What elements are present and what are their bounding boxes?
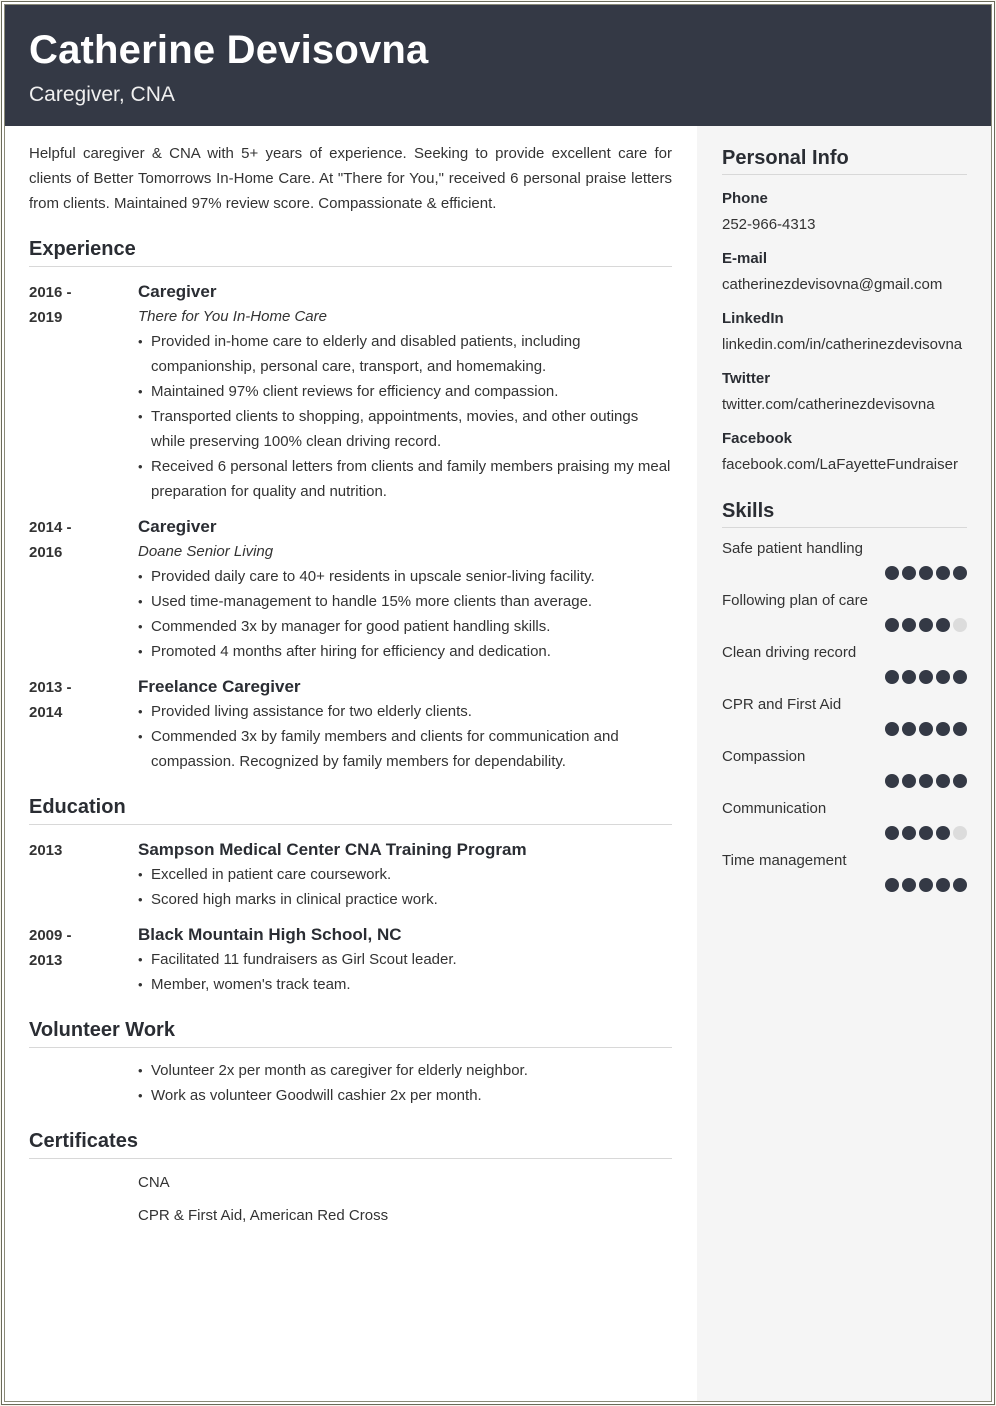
bullet-item: • Used time-management to handle 15% more clients than average. xyxy=(138,589,672,614)
certificate-item: CPR & First Aid, American Red Cross xyxy=(138,1207,389,1224)
resume-page xyxy=(4,4,992,1402)
rating-dot-filled-icon xyxy=(953,566,967,580)
rating-dot-filled-icon xyxy=(919,670,933,684)
linkedin-link[interactable]: linkedin.com/in/catherinezdevisovna xyxy=(722,336,963,353)
bullet-item: • Transported clients to shopping, appointments, movies, and other outings while preserving 100% clean driving record. xyxy=(138,404,672,454)
bullet-list xyxy=(138,329,672,504)
school-name: Sampson Medical Center CNA Training Program xyxy=(138,840,527,859)
skill-rating xyxy=(722,618,967,632)
rating-dot-filled-icon xyxy=(953,774,967,788)
skill-rating xyxy=(722,826,967,840)
candidate-title: Caregiver, CNA xyxy=(29,83,175,106)
skill-rating xyxy=(722,670,967,684)
skills-section xyxy=(722,499,967,892)
rating-dot-filled-icon xyxy=(936,878,950,892)
entry-date xyxy=(29,279,138,504)
rating-dot-filled-icon xyxy=(953,722,967,736)
employer: There for You In-Home Care xyxy=(138,308,327,325)
rating-dot-filled-icon xyxy=(953,670,967,684)
rating-dot-filled-icon xyxy=(902,722,916,736)
facebook-link[interactable]: facebook.com/LaFayetteFundraiser xyxy=(722,456,958,473)
bullet-item: • Provided in-home care to elderly and disabled patients, including companionship, personal care, transport, and homemaking. xyxy=(138,329,672,379)
skill-label: Time management xyxy=(722,852,847,869)
rating-dot-filled-icon xyxy=(953,878,967,892)
rating-dot-filled-icon xyxy=(902,670,916,684)
resume-header xyxy=(5,5,991,126)
bullet-list xyxy=(138,862,672,912)
date-end: 2016 xyxy=(29,544,63,561)
rating-dot-filled-icon xyxy=(885,774,899,788)
sidebar xyxy=(697,126,991,1401)
volunteer-section xyxy=(29,1017,672,1108)
rating-dot-filled-icon xyxy=(902,878,916,892)
bullet-item: • Provided living assistance for two elderly clients. xyxy=(138,699,672,724)
rating-dot-filled-icon xyxy=(885,670,899,684)
info-label-linkedin: LinkedIn xyxy=(722,310,784,327)
bullet-item: • Work as volunteer Goodwill cashier 2x per month. xyxy=(138,1083,672,1108)
info-label-facebook: Facebook xyxy=(722,430,793,447)
info-label-phone: Phone xyxy=(722,190,768,207)
bullet-item: • Commended 3x by manager for good patient handling skills. xyxy=(138,614,672,639)
rating-dot-filled-icon xyxy=(885,566,899,580)
rating-dot-filled-icon xyxy=(936,826,950,840)
page-frame xyxy=(1,1,995,1405)
bullet-item: • Provided daily care to 40+ residents in upscale senior-living facility. xyxy=(138,564,672,589)
experience-entry xyxy=(29,674,672,774)
skills-list xyxy=(722,539,967,892)
bullet-list xyxy=(138,564,672,664)
info-label-twitter: Twitter xyxy=(722,370,771,387)
date-start: 2014 - xyxy=(29,519,72,536)
skill-item xyxy=(722,851,967,892)
date-end: 2019 xyxy=(29,309,63,326)
experience-entry xyxy=(29,279,672,504)
skill-item xyxy=(722,591,967,632)
rating-dot-filled-icon xyxy=(885,618,899,632)
rating-dot-empty-icon xyxy=(953,618,967,632)
skill-rating xyxy=(722,878,967,892)
rating-dot-filled-icon xyxy=(936,670,950,684)
entry-body xyxy=(138,674,672,774)
rating-dot-filled-icon xyxy=(919,566,933,580)
rating-dot-filled-icon xyxy=(885,722,899,736)
skill-label: Clean driving record xyxy=(722,644,857,661)
candidate-name: Catherine Devisovna xyxy=(29,28,429,72)
bullet-item: • Promoted 4 months after hiring for efficiency and dedication. xyxy=(138,639,672,664)
date-start: 2013 - xyxy=(29,679,72,696)
rating-dot-filled-icon xyxy=(919,826,933,840)
entry-date xyxy=(29,922,138,997)
rating-dot-filled-icon xyxy=(919,878,933,892)
section-heading: Certificates xyxy=(29,1128,672,1159)
bullet-list xyxy=(138,1058,672,1108)
email-link[interactable]: catherinezdevisovna@gmail.com xyxy=(722,276,943,293)
entry-body xyxy=(138,514,672,664)
skill-label: CPR and First Aid xyxy=(722,696,842,713)
skill-rating xyxy=(722,774,967,788)
experience-section xyxy=(29,236,672,774)
phone-value[interactable]: 252-966-4313 xyxy=(722,216,816,233)
section-heading: Experience xyxy=(29,236,672,267)
entry-date xyxy=(29,837,138,912)
rating-dot-empty-icon xyxy=(953,826,967,840)
skill-rating xyxy=(722,566,967,580)
bullet-item: • Received 6 personal letters from clients and family members praising my meal preparation for quality and nutrition. xyxy=(138,454,672,504)
rating-dot-filled-icon xyxy=(902,618,916,632)
main-column xyxy=(29,126,672,1228)
rating-dot-filled-icon xyxy=(902,826,916,840)
date-end: 2014 xyxy=(29,704,63,721)
rating-dot-filled-icon xyxy=(936,774,950,788)
skill-item xyxy=(722,799,967,840)
bullet-item: • Member, women's track team. xyxy=(138,972,672,997)
education-entry xyxy=(29,922,672,997)
bullet-item: • Maintained 97% client reviews for efficiency and compassion. xyxy=(138,379,672,404)
entry-date xyxy=(29,514,138,664)
entry-date xyxy=(29,674,138,774)
skill-label: Communication xyxy=(722,800,827,817)
school-name: Black Mountain High School, NC xyxy=(138,925,402,944)
bullet-item: • Facilitated 11 fundraisers as Girl Scout leader. xyxy=(138,947,672,972)
summary-text: Helpful caregiver & CNA with 5+ years of experience. Seeking to provide excellent care for clients of Better Tomorrows In-Home Care. At "There for You," received 6 personal praise letters from clients. Maintained 97% review score. Compassionate & efficient. xyxy=(29,145,672,212)
rating-dot-filled-icon xyxy=(936,566,950,580)
info-label-email: E-mail xyxy=(722,250,768,267)
date-start: 2009 - xyxy=(29,927,72,944)
skill-item xyxy=(722,747,967,788)
entry-body xyxy=(138,279,672,504)
rating-dot-filled-icon xyxy=(902,566,916,580)
rating-dot-filled-icon xyxy=(919,774,933,788)
rating-dot-filled-icon xyxy=(919,722,933,736)
education-entry xyxy=(29,837,672,912)
rating-dot-filled-icon xyxy=(902,774,916,788)
certificates-section xyxy=(29,1128,672,1228)
section-heading: Skills xyxy=(722,499,967,528)
twitter-link[interactable]: twitter.com/catherinezdevisovna xyxy=(722,396,935,413)
skill-label: Following plan of care xyxy=(722,592,868,609)
rating-dot-filled-icon xyxy=(936,618,950,632)
date-start: 2013 xyxy=(29,842,63,859)
rating-dot-filled-icon xyxy=(919,618,933,632)
employer: Doane Senior Living xyxy=(138,543,274,560)
experience-entry xyxy=(29,514,672,664)
certificate-item: CNA xyxy=(138,1174,170,1191)
skill-label: Compassion xyxy=(722,748,806,765)
skill-rating xyxy=(722,722,967,736)
bullet-list xyxy=(138,699,672,774)
education-section xyxy=(29,794,672,997)
section-heading: Personal Info xyxy=(722,146,967,175)
entry-body xyxy=(138,837,672,912)
entry-body xyxy=(138,922,672,997)
rating-dot-filled-icon xyxy=(936,722,950,736)
bullet-list xyxy=(138,947,672,997)
bullet-item: • Excelled in patient care coursework. xyxy=(138,862,672,887)
skill-item xyxy=(722,695,967,736)
rating-dot-filled-icon xyxy=(885,878,899,892)
section-heading: Volunteer Work xyxy=(29,1017,672,1048)
bullet-item: • Commended 3x by family members and clients for communication and compassion. Recognized by family members for dependability. xyxy=(138,724,672,774)
job-role: Caregiver xyxy=(138,282,217,301)
personal-info-section xyxy=(722,146,967,476)
job-role: Caregiver xyxy=(138,517,217,536)
job-role: Freelance Caregiver xyxy=(138,677,301,696)
skill-item xyxy=(722,643,967,684)
bullet-item: • Volunteer 2x per month as caregiver for elderly neighbor. xyxy=(138,1058,672,1083)
section-heading: Education xyxy=(29,794,672,825)
bullet-item: • Scored high marks in clinical practice work. xyxy=(138,887,672,912)
date-start: 2016 - xyxy=(29,284,72,301)
date-end: 2013 xyxy=(29,952,63,969)
skill-label: Safe patient handling xyxy=(722,540,863,557)
skill-item xyxy=(722,539,967,580)
rating-dot-filled-icon xyxy=(885,826,899,840)
